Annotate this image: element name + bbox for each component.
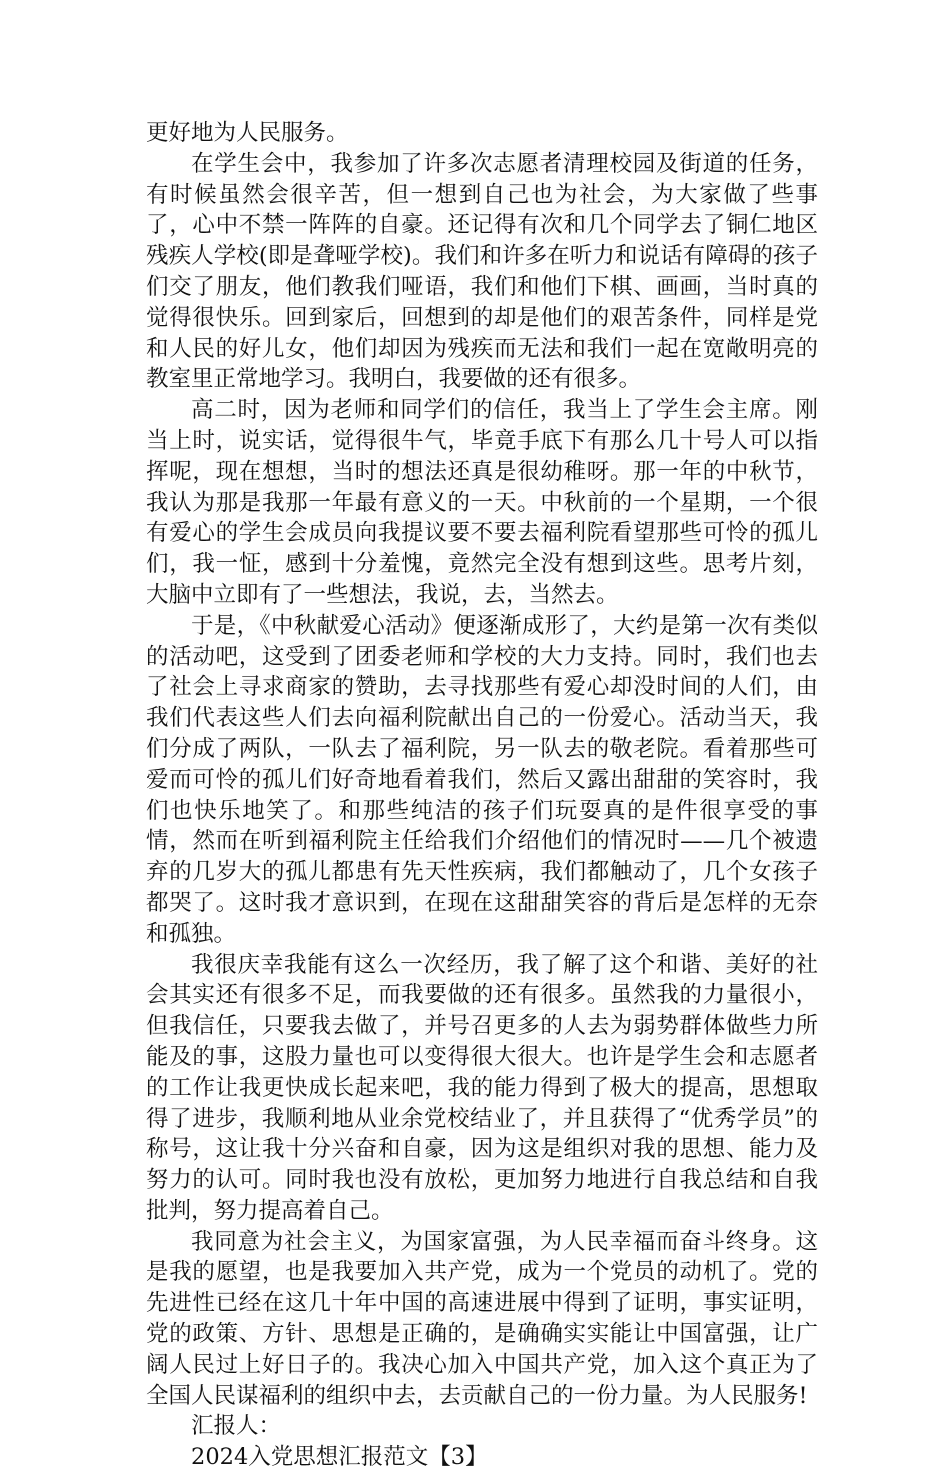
document-body [146,118,818,1473]
paragraph-student-union-chair: 高二时，因为老师和同学们的信任，我当上了学生会主席。刚当上时，说实话，觉得很牛气，毕竟手底下有那么几十号人可以指挥呢，现在想想，当时的想法还真是很幼稚呀。那一年的中秋节，我认为那是我那一年最有意义的一天。中秋前的一个星期，一个很有爱心的学生会成员向我提议要不要去福利院看望那些可怜的孤儿们，我一怔，感到十分羞愧，竟然完全没有想到这些。思考片刻，大脑中立即有了一些想法，我说，去，当然去。 [146,397,818,608]
paragraph-motivation: 我同意为社会主义，为国家富强，为人民幸福而奋斗终身。这是我的愿望，也是我要加入共产党，成为一个党员的动机了。党的先进性已经在这几十年中国的高速进展中得到了证明，事实证明，党的政策、方针、思想是正确的，是确确实实能让中国富强，让广阔人民过上好日子的。我决心加入中国共产党，加入这个真正为了全国人民谋福利的组织中去，去贡献自己的一份力量。为人民服务! [146,1228,818,1409]
paragraph-volunteer: 在学生会中，我参加了许多次志愿者清理校园及街道的任务，有时候虽然会很辛苦，但一想到自己也为社会，为大家做了些事了，心中不禁一阵阵的自豪。还记得有次和几个同学去了铜仁地区残疾人学校(即是聋哑学校)。我们和许多在听力和说话有障碍的孩子们交了朋友，他们教我们哑语，我们和他们下棋、画画，当时真的觉得很快乐。回到家后，回想到的却是他们的艰苦条件，同样是党和人民的好儿女，他们却因为残疾而无法和我们一起在宽敞明亮的教室里正常地学习。我明白，我要做的还有很多。 [146,150,818,393]
paragraph-reflection: 我很庆幸我能有这么一次经历，我了解了这个和谐、美好的社会其实还有很多不足，而我要做的还有很多。虽然我的力量很小，但我信任，只要我去做了，并号召更多的人去为弱势群体做些力所能及的事，这股力量也可以变得很大很大。也许是学生会和志愿者的工作让我更快成长起来吧，我的能力得到了极大的提高，思想取得了进步，我顺利地从业余党校结业了，并且获得了“优秀学员”的称号，这让我十分兴奋和自豪，因为这是组织对我的思想、能力及努力的认可。同时我也没有放松，更加努力地进行自我总结和自我批判，努力提高着自己。 [146,951,818,1224]
paragraph-mid-autumn-activity: 于是，《中秋献爱心活动》便逐渐成形了，大约是第一次有类似的活动吧，这受到了团委老师和学校的大力支持。同时，我们也去了社会上寻求商家的赞助，去寻找那些有爱心却没时间的人们，由我们代表这些人们去向福利院献出自己的一份爱心。活动当天，我们分成了两队，一队去了福利院，另一队去的敬老院。看着那些可爱而可怜的孤儿们好奇地看着我们，然后又露出甜甜的笑容时，我们也快乐地笑了。和那些纯洁的孩子们玩耍真的是件很享受的事情，然而在听到福利院主任给我们介绍他们的情况时——几个被遗弃的几岁大的孤儿都患有先天性疾病，我们都触动了，几个女孩子都哭了。这时我才意识到，在现在这甜甜笑容的背后是怎样的无奈和孤独。 [146,612,818,947]
section-heading: 2024入党思想汇报范文【3】 [191,1444,488,1471]
reporter-label: 汇报人： [191,1413,282,1440]
paragraph-continuation: 更好地为人民服务。 [146,120,349,146]
